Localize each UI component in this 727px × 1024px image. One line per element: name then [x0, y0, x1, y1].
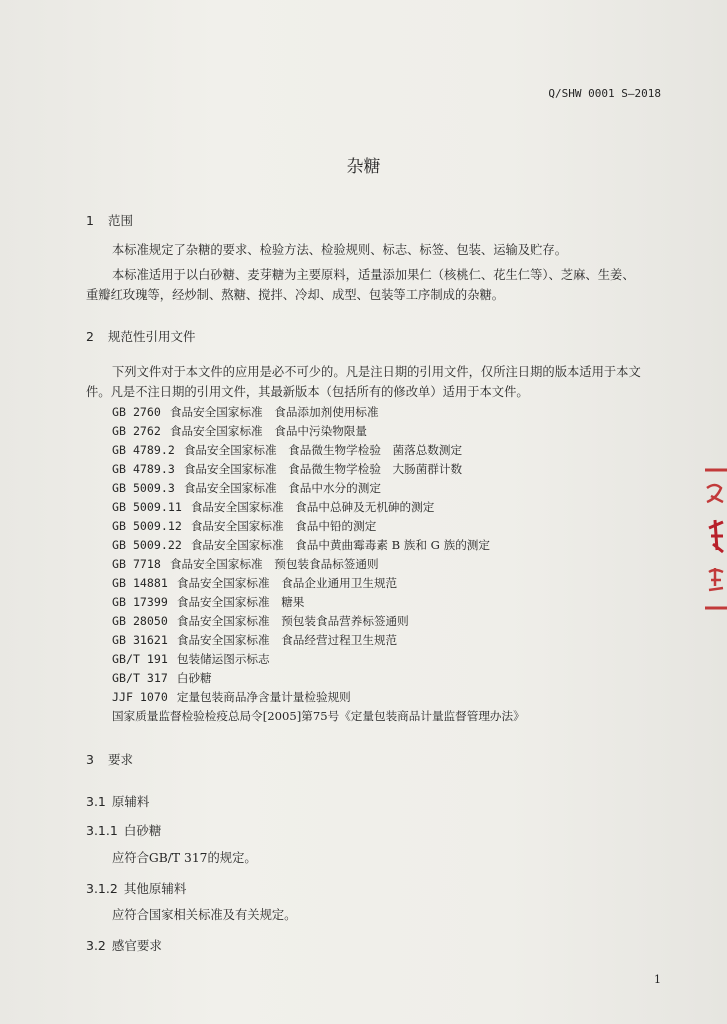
reference-code: JJF 1070 [112, 690, 168, 704]
reference-title: 食品安全国家标准 食品微生物学检验 菌落总数测定 [183, 443, 463, 457]
subsection-3-2-heading [86, 936, 162, 954]
paragraph-line: 件。凡是不注日期的引用文件，其最新版本（包括所有的修改单）适用于本文件。 [86, 385, 529, 399]
paragraph-line: 应符合国家相关标准及有关规定。 [112, 908, 297, 922]
reference-item [112, 404, 379, 420]
section-2-heading [86, 327, 196, 345]
reference-title: 包装储运图示标志 [176, 652, 270, 666]
page-number: 1 [654, 973, 661, 986]
red-seal-stamp [697, 440, 727, 612]
reference-item [112, 670, 212, 686]
section-1-heading [86, 211, 133, 229]
reference-title: 食品安全国家标准 食品中黄曲霉毒素 B 族和 G 族的测定 [190, 538, 490, 552]
reference-code: GB 28050 [112, 614, 168, 628]
reference-title: 食品安全国家标准 食品中水分的测定 [183, 481, 381, 495]
reference-title: 食品安全国家标准 食品添加剂使用标准 [169, 405, 379, 419]
section-title: 范围 [107, 213, 133, 228]
reference-title: 白砂糖 [176, 671, 212, 685]
reference-item [112, 613, 409, 629]
paragraph-line: 应符合GB/T 317的规定。 [112, 851, 257, 865]
reference-title: 食品安全国家标准 食品中总砷及无机砷的测定 [190, 500, 435, 514]
reference-item [112, 423, 367, 439]
section-3-heading [86, 750, 133, 768]
subsection-number: 3.1 [86, 794, 106, 809]
reference-item [112, 480, 381, 496]
section-title: 规范性引用文件 [107, 329, 196, 344]
reference-code: GB/T 317 [112, 671, 168, 685]
reference-code: GB 7718 [112, 557, 161, 571]
reference-code: GB 14881 [112, 576, 168, 590]
reference-item [112, 537, 490, 553]
reference-item [112, 651, 270, 667]
subsection-title: 白砂糖 [123, 823, 162, 838]
reference-item [112, 708, 525, 724]
reference-item [112, 461, 462, 477]
reference-code: GB 2760 [112, 405, 161, 419]
reference-code: GB 17399 [112, 595, 168, 609]
reference-title: 食品安全国家标准 食品经营过程卫生规范 [176, 633, 398, 647]
reference-item [112, 632, 397, 648]
reference-item [112, 499, 434, 515]
reference-code: GB 5009.22 [112, 538, 182, 552]
reference-code: GB 5009.11 [112, 500, 182, 514]
reference-item [112, 575, 397, 591]
subsection-title: 感官要求 [111, 938, 162, 953]
section-number: 3 [86, 752, 94, 767]
reference-code: GB 31621 [112, 633, 168, 647]
reference-item [112, 442, 462, 458]
reference-code: GB/T 191 [112, 652, 168, 666]
paragraph-line: 重瓣红玫瑰等，经炒制、熬糖、搅拌、冷却、成型、包装等工序制成的杂糖。 [86, 288, 505, 302]
subsection-number: 3.2 [86, 938, 106, 953]
reference-code: GB 4789.2 [112, 443, 175, 457]
subsection-title: 原辅料 [111, 794, 150, 809]
subsection-3-1-heading [86, 792, 149, 810]
reference-code: GB 5009.12 [112, 519, 182, 533]
subsection-number: 3.1.2 [86, 881, 118, 896]
reference-title: 定量包装商品净含量计量检验规则 [176, 690, 351, 704]
section-number: 2 [86, 329, 94, 344]
paragraph-line: 下列文件对于本文件的应用是必不可少的。凡是注日期的引用文件，仅所注日期的版本适用于本文 [112, 365, 641, 379]
reference-code: GB 5009.3 [112, 481, 175, 495]
reference-title: 国家质量监督检验检疫总局令[2005]第75号《定量包装商品计量监督管理办法》 [112, 709, 525, 723]
paragraph-line: 本标准适用于以白砂糖、麦芽糖为主要原料，适量添加果仁（核桃仁、花生仁等）、芝麻、生姜、 [112, 268, 635, 282]
reference-title: 食品安全国家标准 预包装食品标签通则 [169, 557, 379, 571]
section-number: 1 [86, 213, 94, 228]
reference-title: 食品安全国家标准 预包装食品营养标签通则 [176, 614, 409, 628]
paragraph-line: 本标准规定了杂糖的要求、检验方法、检验规则、标志、标签、包装、运输及贮存。 [112, 243, 567, 257]
reference-item [112, 689, 351, 705]
reference-title: 食品安全国家标准 食品中污染物限量 [169, 424, 367, 438]
document-code: Q/SHW 0001 S—2018 [548, 87, 661, 100]
reference-title: 食品安全国家标准 食品企业通用卫生规范 [176, 576, 398, 590]
subsection-number: 3.1.1 [86, 823, 118, 838]
reference-item [112, 518, 376, 534]
reference-title: 食品安全国家标准 食品中铅的测定 [190, 519, 377, 533]
reference-code: GB 4789.3 [112, 462, 175, 476]
reference-code: GB 2762 [112, 424, 161, 438]
reference-title: 食品安全国家标准 食品微生物学检验 大肠菌群计数 [183, 462, 463, 476]
reference-title: 食品安全国家标准 糖果 [176, 595, 305, 609]
reference-item [112, 594, 304, 610]
document-title: 杂糖 [346, 157, 381, 177]
section-title: 要求 [107, 752, 133, 767]
subsection-3-1-2-heading [86, 879, 186, 897]
reference-item [112, 556, 379, 572]
subsection-title: 其他原辅料 [123, 881, 187, 896]
subsection-3-1-1-heading [86, 821, 161, 839]
